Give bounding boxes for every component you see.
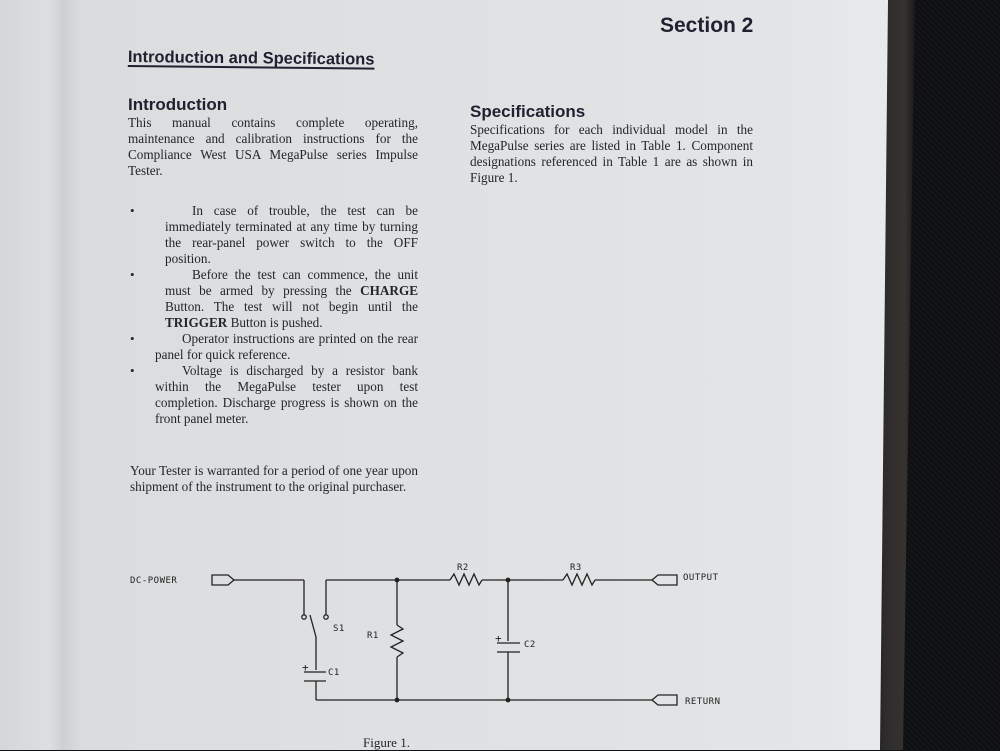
r1-label: R1 [367, 631, 379, 641]
bullet-item [128, 267, 418, 331]
bullet-dot-icon: • [130, 267, 135, 282]
bullet-list [128, 203, 418, 427]
bullet-text: Before the test can commence, the unit must be armed by pressing the CHARGE Button. The test will not begin until the TRIGGER Button is pushed. [165, 267, 418, 330]
bullet-dot-icon: • [130, 203, 135, 218]
specifications-heading: Specifications [470, 102, 586, 121]
bullet-item [128, 203, 418, 267]
charge-button-label: CHARGE [360, 283, 418, 298]
trigger-button-label: TRIGGER [165, 315, 228, 330]
section-number: Section 2 [660, 14, 754, 37]
bullet-item [128, 331, 418, 363]
r2-label: R2 [457, 563, 469, 573]
introduction-block [128, 95, 418, 179]
bullet-dot-icon: • [130, 331, 135, 346]
introduction-heading: Introduction [128, 95, 228, 114]
c2-label: C2 [524, 640, 536, 650]
return-label: RETURN [685, 697, 721, 707]
specifications-paragraph: Specifications for each individual model in the MegaPulse series are listed in Table 1. Component designations referenced in Table 1 are as shown in Figure 1. [470, 122, 753, 185]
s1-label: S1 [333, 624, 345, 634]
figure-caption: Figure 1. [363, 735, 410, 750]
output-connector-icon [652, 575, 677, 585]
c1-label: C1 [328, 668, 340, 678]
bullet-item [128, 363, 418, 427]
facing-page-edge [0, 0, 62, 750]
circuit-diagram [130, 555, 750, 725]
return-connector-icon [652, 695, 677, 705]
background-fabric [900, 0, 1000, 750]
introduction-paragraph: This manual contains complete operating, maintenance and calibration instructions for the Compliance West USA MegaPulse series Impulse Tester. [128, 115, 418, 178]
warranty-paragraph: Your Tester is warranted for a period of one year upon shipment of the instrument to the original purchaser. [130, 463, 418, 494]
c1-plus-label: + [302, 661, 310, 674]
switch-blade [310, 615, 316, 637]
chapter-title: Introduction and Specifications [127, 48, 375, 69]
dc-power-label: DC-POWER [130, 576, 178, 586]
c2-plus-label: + [495, 632, 503, 645]
specifications-block [470, 102, 753, 186]
warranty-block [130, 463, 418, 495]
bullet-dot-icon: • [130, 363, 135, 378]
bullet-text: Voltage is discharged by a resistor bank within the MegaPulse tester upon test completion. Discharge progress is shown on the front panel meter. [155, 363, 418, 426]
r3-label: R3 [570, 563, 582, 573]
dc-power-connector-icon [212, 575, 234, 585]
bullet-text: Operator instructions are printed on the rear panel for quick reference. [155, 331, 418, 362]
bullet-text: In case of trouble, the test can be immediately terminated at any time by turning the rear-panel power switch to the OFF position. [165, 203, 418, 266]
output-label: OUTPUT [683, 573, 719, 583]
